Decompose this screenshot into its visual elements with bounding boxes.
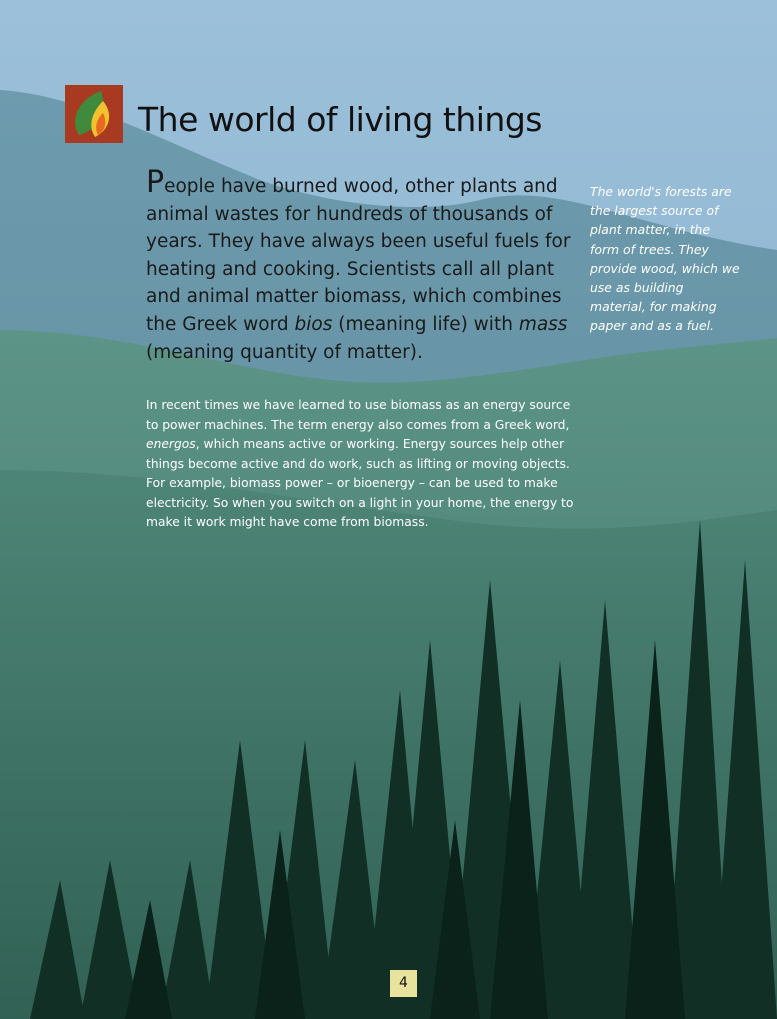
lead-text-1: eople have burned wood, other plants and animal wastes for hundreds of thousands of years. They have always been useful fuels for heating and cooking. Scientists call all plant and animal matter biomass, which combines the Greek word [146, 176, 571, 335]
photo-caption: The world's forests are the largest source of plant matter, in the form of trees. They provide wood, which we use as building material, for making paper and as a fuel. [590, 184, 740, 334]
lead-text-2: (meaning life) with [332, 313, 519, 335]
lead-paragraph [146, 165, 586, 366]
body-paragraph [146, 396, 576, 533]
body-term-energos: energos [146, 437, 196, 451]
leaf-flame-emblem-icon [65, 85, 123, 143]
drop-cap: P [146, 165, 165, 200]
page-title: The world of living things [138, 100, 542, 139]
page-number: 4 [390, 970, 417, 997]
body-text-2: , which means active or working. Energy sources help other things become active and do work, such as lifting or moving objects. For example, biomass power – or bioenergy – can be used to make electricity. So when you switch on a light in your home, the energy to make it work might have come from biomass. [146, 437, 574, 529]
lead-text-3: (meaning quantity of matter). [146, 341, 423, 363]
body-text-1: In recent times we have learned to use biomass as an energy source to power machines. The term energy also comes from a Greek word, [146, 398, 571, 432]
lead-term-bios: bios [294, 313, 333, 335]
lead-term-mass: mass [518, 313, 568, 335]
